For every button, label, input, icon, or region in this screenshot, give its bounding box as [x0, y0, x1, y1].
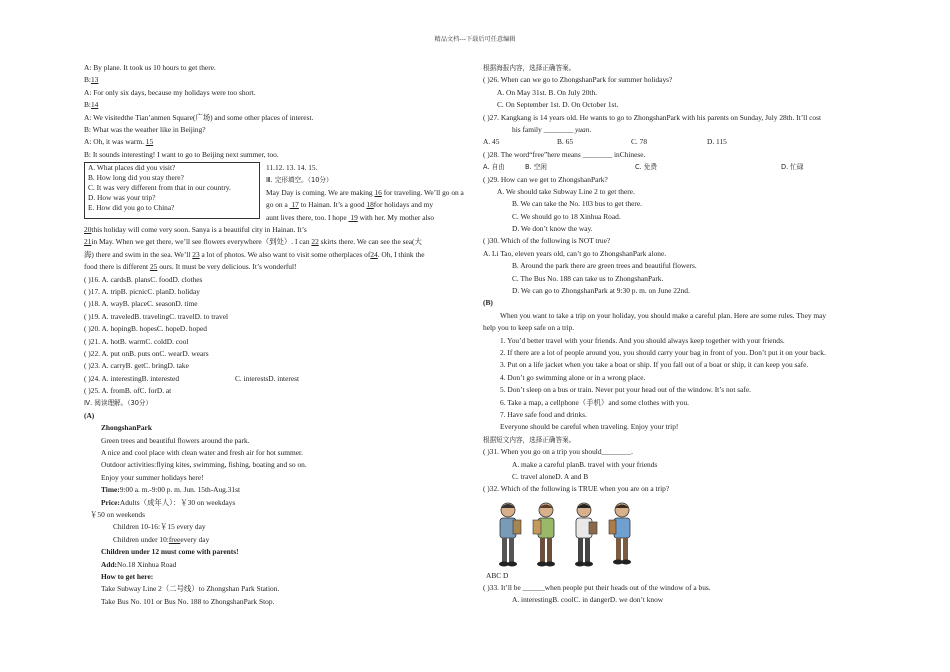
question-33: ( )33. It’ll be ______when people put their heads out of the window of a bus.: [483, 583, 711, 593]
cloze-beside: [266, 162, 466, 224]
park-name: ZhongshanPark: [101, 423, 152, 433]
question-28: ( )28. The word“free”here means ________ inChinese.: [483, 149, 646, 159]
cloze-question: ( )23. A. carryB. getC. bringD. take: [84, 361, 189, 371]
traveler-figures: [491, 496, 903, 570]
dialog-line: B:14: [84, 100, 99, 110]
traveler-figure-b: [529, 500, 563, 570]
cloze-question: ( )22. A. put onB. puts onC. wearD. wears: [84, 348, 209, 358]
dialog-line: A: Oh, it was warm. 15: [84, 137, 154, 147]
instruction: 根据海报内容，选择正确答案。: [483, 64, 576, 72]
dialog-line: B: It sounds interesting! I want to go to Beijing next summer, too.: [84, 149, 279, 159]
dialog-line: B: What was the weather like in Beijing?: [84, 124, 206, 134]
cloze-line: 20this holiday will come very soon. Sanya is a beautiful city in Hainan. It’s: [84, 225, 307, 234]
blank-13: 13: [90, 75, 99, 85]
page-header: 精品文档---下载后可任意编辑: [434, 36, 516, 43]
instruction: 根据短文内容，选择正确答案。: [483, 435, 576, 444]
passage-line: When you want to take a trip on your holiday, you should make a careful plan. Here are some rules. They may: [500, 310, 827, 320]
option-line: A. interestingB. coolC. in dangerD. we don’t know: [512, 595, 664, 605]
option-line: A. We should take Subway Line 2 to get there.: [497, 186, 635, 196]
rule-line: 2. If there are a lot of people around you, you should carry your bag in front of you. Don’t put it on your back.: [500, 347, 826, 357]
question-27-cont: his family ________ yuan.: [512, 124, 592, 134]
park-address: Add:No.18 Xinhua Road: [101, 559, 177, 569]
option-item: A. What places did you visit?: [88, 163, 176, 172]
rule-line: 7. Have safe food and drinks.: [500, 409, 587, 419]
cloze-question: ( )20. A. hopingB. hopesC. hopeD. hoped: [84, 324, 207, 334]
options-27: A. 45 B. 65 C. 78 D. 115: [483, 137, 727, 147]
option-line: A. make a careful planB. travel with your friends: [512, 459, 658, 469]
answers-line: 11.12. 13. 14. 15.: [266, 163, 318, 172]
blank-15: 15: [145, 137, 154, 147]
cloze-line: go on a 17 to Hainan. It’s a good 18for holidays and my: [266, 200, 434, 210]
park-must: Children under 12 must come with parents!: [101, 547, 239, 557]
cloze-question: ( )19. A. traveledB. travelingC. travelD. to travel: [84, 311, 229, 321]
cloze-line: food there is different 25 ours. It must be very delicious. It’s wonderful!: [84, 262, 297, 272]
option-item: C. It was very different from that in our country.: [88, 183, 231, 192]
park-price-weekends: ￥50 on weekends: [90, 509, 146, 519]
cloze-line: aunt lives there, too. I hope 19 with her. My mother also: [266, 212, 435, 222]
section-4-title: Ⅳ. 阅读理解。（30分）: [84, 399, 153, 408]
cloze-line: 海) there and swim in the sea. We’ll 23 a lot of photos. We also want to visit some otherplaces of24. Oh, I think the: [84, 249, 425, 259]
cloze-line: May Day is coming. We are making 16 for traveling. We’ll go on a: [266, 187, 464, 197]
dialog-line: A: For only six days, because my holidays were too short.: [84, 87, 256, 97]
dialog-line: A: By plane. It took us 10 hours to get there.: [84, 63, 216, 72]
park-howto: Take Bus No. 101 or Bus No. 188 to ZhongshanPark Stop.: [101, 596, 275, 606]
park-howto-label: How to get here:: [101, 571, 154, 581]
park-line: A nice and cool place with clean water and fresh air for hot summer.: [101, 448, 303, 458]
option-line: B. Around the park there are green trees and beautiful flowers.: [512, 261, 697, 271]
park-line: Green trees and beautiful flowers around the park.: [101, 435, 250, 445]
option-line: B. We can take the No. 103 bus to get there.: [512, 199, 643, 209]
option-line: C. The Bus No. 188 can take us to ZhongshanPark.: [512, 273, 664, 283]
cloze-question: ( )16. A. cardsB. plansC. foodD. clothes: [84, 274, 203, 284]
options-box: [84, 162, 260, 219]
park-children-1: Children 10-16:￥15 every day: [113, 522, 206, 532]
part-a-label: (A): [84, 410, 95, 420]
option-line: C. We should go to 18 Xinhua Road.: [512, 211, 621, 221]
option-line: D. We don’t know the way.: [512, 224, 593, 234]
traveler-figure-d: [605, 500, 639, 570]
option-line: C. travel aloneD. A and B: [512, 471, 589, 481]
traveler-figure-a: [491, 500, 525, 570]
question-27: ( )27. Kangkang is 14 years old. He wants to go to ZhongshanPark with his parents on Sunday, July 28th. It’ll cost: [483, 112, 822, 122]
dialog-line: B:13: [84, 75, 99, 85]
question-29: ( )29. How can we get to ZhongshanPark?: [483, 174, 608, 184]
cloze-question: ( )17. A. tripB. picnicC. planD. holiday: [84, 286, 200, 296]
rule-line: 4. Don’t go swimming alone or in a wrong place.: [500, 372, 646, 382]
rule-line: 1. You’d better travel with your friends. And you should always keep together with your friends.: [500, 335, 785, 345]
option-line: A. Li Tao, eleven years old, can’t go to ZhongshanPark alone.: [483, 248, 667, 258]
dialog-line: A: We visitedthe Tian’anmen Square(广场) and some other places of interest.: [84, 112, 314, 122]
passage-line: help you to keep safe on a trip.: [483, 323, 575, 333]
option-line: A. On May 31st. B. On July 20th.: [497, 87, 597, 97]
cloze-line: 21in May. When we get there, we’ll see flowers everywhere（到处）. I can 22 skirts there. We can see the sea(大: [84, 237, 422, 247]
left-column: [84, 62, 462, 161]
part-b-label: (B): [483, 298, 493, 308]
question-26: ( )26. When can we go to ZhongshanPark for summer holidays?: [483, 75, 673, 85]
park-line: Outdoor activities:flying kites, swimming, fishing, boating and so on.: [101, 460, 307, 470]
question-30: ( )30. Which of the following is NOT true?: [483, 236, 611, 246]
left-column-lower: [84, 224, 462, 608]
rule-line: 3. Put on a life jacket when you take a boat or ship. If you fall out of a boat or ship, it can keep you safe.: [500, 360, 809, 370]
cloze-question: ( )25. A. fromB. ofC. forD. at: [84, 386, 172, 396]
options-28: A. 自由 B. 空闲 C. 免费 D. 忙碌: [483, 163, 804, 172]
question-32: ( )32. Which of the following is TRUE when you are on a trip?: [483, 484, 670, 494]
park-time: Time:9:00 a. m.-9:00 p. m. Jun. 15th-Aug.31st: [101, 485, 241, 495]
park-children-2: Children under 10:freeevery day: [113, 534, 210, 544]
park-price: Price:Adults（成年人）：￥30 on weekdays: [101, 497, 236, 507]
rule-line: Everyone should be careful when traveling. Enjoy your trip!: [500, 422, 679, 432]
option-item: B. How long did you stay there?: [88, 173, 184, 182]
cloze-question: ( )24. A. interestingB. interested C. interestsD. interest: [84, 373, 300, 383]
figure-labels: ABC D: [486, 570, 509, 580]
question-31: ( )31. When you go on a trip you should________.: [483, 447, 633, 457]
option-line: D. We can go to ZhongshanPark at 9:30 p. m. on June 22nd.: [512, 286, 690, 296]
right-column: [483, 62, 903, 607]
rule-line: 5. Don’t sleep on a bus or train. Never put your head out of the window. It’s not safe.: [500, 385, 752, 395]
option-item: D. How was your trip?: [88, 193, 156, 202]
park-line: Enjoy your summer holidays here!: [101, 472, 204, 482]
rule-line: 6. Take a map, a cellphone（手机）and some clothes with you.: [500, 397, 689, 407]
cloze-question: ( )18. A. wayB. placeC. seasonD. time: [84, 299, 198, 309]
cloze-question: ( )21. A. hotB. warmC. coldD. cool: [84, 336, 189, 346]
option-line: C. On September 1st. D. On October 1st.: [497, 100, 619, 110]
park-howto: Take Subway Line 2（二号线）to Zhongshan Park Station.: [101, 584, 280, 594]
traveler-figure-c: [567, 500, 601, 570]
option-item: E. How did you go to China?: [88, 203, 175, 212]
blank-14: 14: [90, 100, 99, 110]
section-3-title: Ⅲ. 完形填空。（10分）: [266, 176, 333, 185]
